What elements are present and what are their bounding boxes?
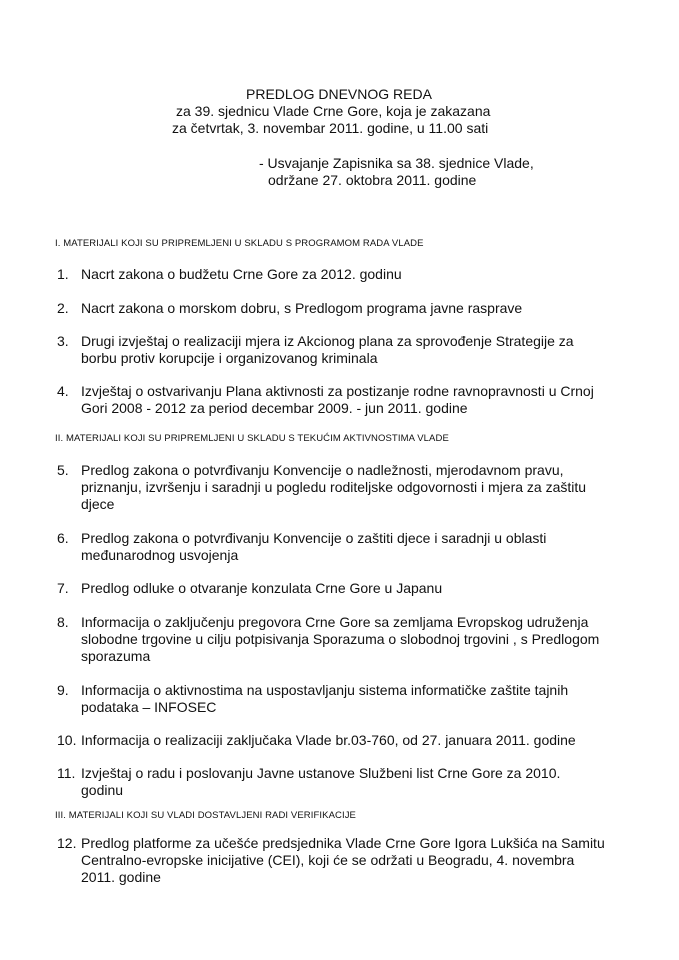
agenda-item-5: [57, 462, 637, 513]
item-text-line: međunarodnog usvojenja: [81, 547, 239, 563]
agenda-item-3: [57, 333, 637, 367]
item-text-line: Nacrt zakona o budžetu Crne Gore za 2012. godinu: [81, 266, 402, 282]
item-text-line: Gori 2008 - 2012 za period decembar 2009. - jun 2011. godine: [81, 400, 468, 416]
agenda-item-8: [57, 614, 637, 665]
item-number: 4.: [57, 383, 69, 399]
item-text-line: sporazuma: [81, 648, 151, 664]
agenda-item-11: [57, 765, 637, 799]
item-text-line: Izvještaj o ostvarivanju Plana aktivnosti za postizanje rodne ravnopravnosti u Crnoj: [81, 383, 594, 399]
item-text-line: Nacrt zakona o morskom dobru, s Predlogom programa javne rasprave: [81, 300, 523, 316]
agenda-item-2: [57, 300, 637, 317]
agenda-item-6: [57, 530, 637, 564]
item-text-line: 2011. godine: [81, 869, 161, 885]
agenda-item-12: [57, 835, 637, 886]
item-text-line: Predlog odluke o otvaranje konzulata Crne Gore u Japanu: [81, 580, 443, 596]
minutes-line-2: održane 27. oktobra 2011. godine: [268, 172, 477, 188]
agenda-item-4: [57, 383, 637, 417]
item-number: 11.: [57, 765, 76, 781]
item-number: 9.: [57, 682, 69, 698]
item-text-line: Predlog platforme za učešće predsjednika Vlade Crne Gore Igora Lukšića na Samitu: [81, 835, 605, 851]
item-text-line: Drugi izvještaj o realizaciji mjera iz Akcionog plana za sprovođenje Strategije za: [81, 333, 574, 349]
minutes-line-1: - Usvajanje Zapisnika sa 38. sjednice Vlade,: [259, 155, 534, 171]
item-text-line: djece: [81, 496, 115, 512]
item-number: 10.: [57, 732, 77, 748]
section-heading-3: III. MATERIJALI KOJI SU VLADI DOSTAVLJENI RADI VERIFIKACIJE: [55, 810, 356, 821]
session-line: za 39. sjednicu Vlade Crne Gore, koja je zakazana: [176, 103, 491, 119]
item-text-line: podataka – INFOSEC: [81, 699, 217, 715]
item-number: 7.: [57, 580, 69, 596]
session-date-line: za četvrtak, 3. novembar 2011. godine, u 11.00 sati: [172, 120, 489, 136]
item-text-line: Informacija o aktivnostima na uspostavljanju sistema informatičke zaštite tajnih: [81, 682, 569, 698]
item-number: 12.: [57, 835, 77, 851]
item-number: 1.: [57, 266, 69, 282]
agenda-item-1: [57, 266, 637, 283]
agenda-item-10: [57, 732, 637, 749]
item-text-line: Centralno-evropske inicijative (CEI), koji će se održati u Beogradu, 4. novembra: [81, 852, 575, 868]
item-number: 8.: [57, 614, 69, 630]
item-number: 3.: [57, 333, 69, 349]
item-number: 6.: [57, 530, 69, 546]
section-heading-1: I. MATERIJALI KOJI SU PRIPREMLJENI U SKLADU S PROGRAMOM RADA VLADE: [55, 238, 424, 249]
section-heading-2: II. MATERIJALI KOJI SU PRIPREMLJENI U SKLADU S TEKUĆIM AKTIVNOSTIMA VLADE: [55, 433, 449, 444]
item-text-line: godinu: [81, 782, 124, 798]
item-text-line: priznanju, izvršenju i saradnji u pogledu roditeljske odgovornosti i mjera za zaštitu: [81, 479, 587, 495]
page-title: PREDLOG DNEVNOG REDA: [246, 86, 432, 102]
item-text-line: Informacija o realizaciji zaključaka Vlade br.03-760, od 27. januara 2011. godine: [81, 732, 576, 748]
item-number: 5.: [57, 462, 69, 478]
agenda-item-9: [57, 682, 637, 716]
item-text-line: slobodne trgovine u cilju potpisivanja Sporazuma o slobodnoj trgovini , s Predlogom: [81, 631, 600, 647]
agenda-item-7: [57, 580, 637, 597]
item-text-line: Predlog zakona o potvrđivanju Konvencije o nadležnosti, mjerodavnom pravu,: [81, 462, 564, 478]
item-text-line: Predlog zakona o potvrđivanju Konvencije o zaštiti djece i saradnji u oblasti: [81, 530, 547, 546]
item-text-line: Izvještaj o radu i poslovanju Javne ustanove Službeni list Crne Gore za 2010.: [81, 765, 561, 781]
item-number: 2.: [57, 300, 69, 316]
minutes-adoption: [259, 155, 534, 189]
item-text-line: borbu protiv korupcije i organizovanog kriminala: [81, 350, 378, 366]
item-text-line: Informacija o zaključenju pregovora Crne Gore sa zemljama Evropskog udruženja: [81, 614, 589, 630]
